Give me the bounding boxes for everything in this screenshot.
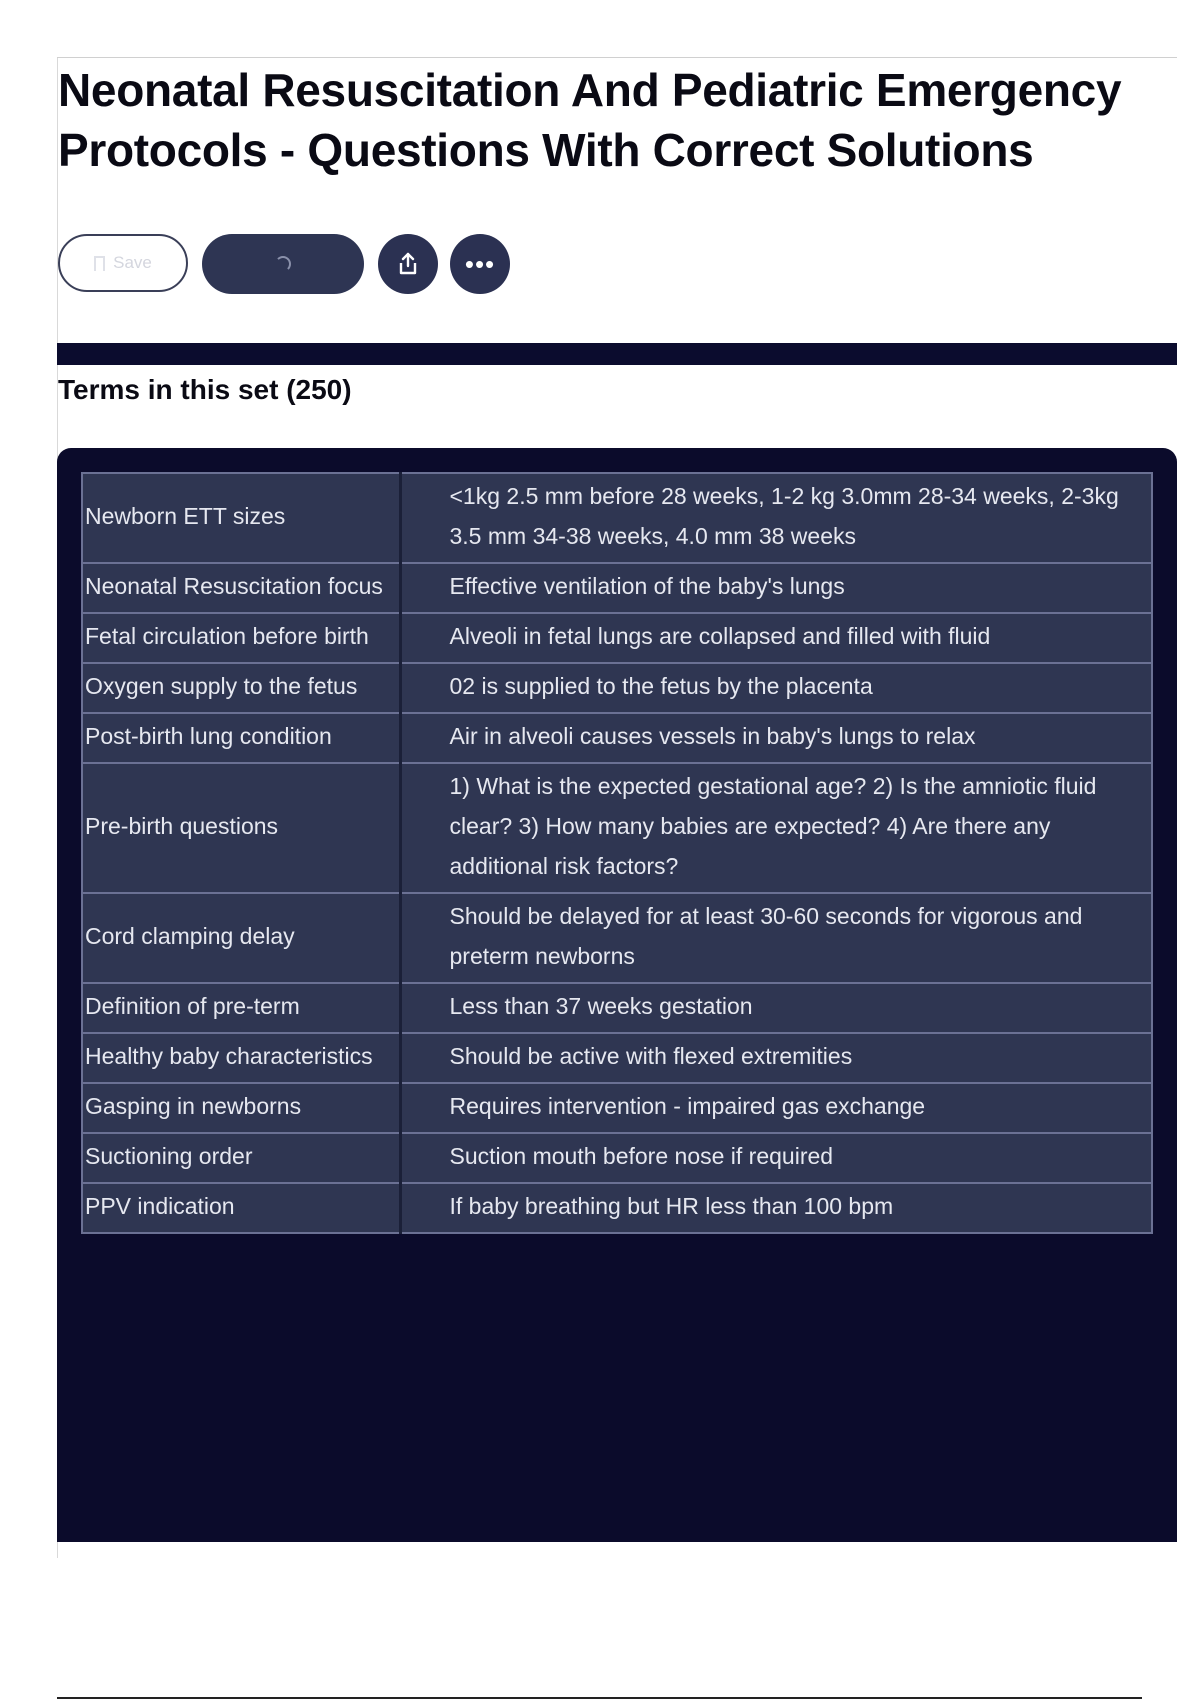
term-row[interactable] [82, 1133, 1152, 1183]
term-row[interactable] [82, 663, 1152, 713]
definition-text: <1kg 2.5 mm before 28 weeks, 1-2 kg 3.0mm 28-34 weeks, 2-3kg 3.5 mm 34-38 weeks, 4.0 mm 38 weeks [449, 483, 1119, 549]
term-text: Oxygen supply to the fetus [82, 663, 400, 713]
definition-text: Should be delayed for at least 30-60 seconds for vigorous and preterm newborns [449, 903, 1083, 969]
more-button[interactable] [450, 234, 510, 294]
bookmark-icon [94, 256, 105, 271]
definition-text: Effective ventilation of the baby's lungs [449, 573, 845, 599]
more-icon: ••• [464, 249, 496, 279]
term-text: Cord clamping delay [82, 893, 400, 983]
definition-text: Suction mouth before nose if required [449, 1143, 834, 1169]
term-text: PPV indication [82, 1183, 400, 1233]
term-text: Suctioning order [82, 1133, 400, 1183]
term-row[interactable] [82, 893, 1152, 983]
term-text: Pre-birth questions [82, 763, 400, 893]
term-text: Newborn ETT sizes [82, 473, 400, 563]
definition-text: 02 is supplied to the fetus by the placenta [449, 673, 873, 699]
term-row[interactable] [82, 1183, 1152, 1233]
definition-text: Air in alveoli causes vessels in baby's lungs to relax [449, 723, 976, 749]
definition-text: 1) What is the expected gestational age? 2) Is the amniotic fluid clear? 3) How many babies are expected? 4) Are there any additional risk factors? [449, 773, 1097, 879]
page-title: Neonatal Resuscitation And Pediatric Emergency Protocols - Questions With Correct Solutions [58, 64, 1122, 176]
share-icon [395, 251, 421, 277]
term-row[interactable] [82, 713, 1152, 763]
term-row[interactable] [82, 473, 1152, 563]
share-button[interactable] [378, 234, 438, 294]
definition-text: Alveoli in fetal lungs are collapsed and filled with fluid [449, 623, 991, 649]
term-row[interactable] [82, 1083, 1152, 1133]
term-row[interactable] [82, 763, 1152, 893]
term-text: Post-birth lung condition [82, 713, 400, 763]
term-row[interactable] [82, 613, 1152, 663]
terms-table [81, 472, 1153, 1234]
definition-text: Less than 37 weeks gestation [449, 993, 753, 1019]
loading-button[interactable] [202, 234, 364, 294]
term-row[interactable] [82, 563, 1152, 613]
definition-text: Should be active with flexed extremities [449, 1043, 853, 1069]
save-button[interactable] [58, 234, 188, 292]
save-label: Save [113, 253, 152, 272]
term-text: Gasping in newborns [82, 1083, 400, 1133]
bottom-divider [57, 1697, 1142, 1699]
term-text: Definition of pre-term [82, 983, 400, 1033]
terms-heading: Terms in this set (250) [58, 374, 352, 405]
term-row[interactable] [82, 983, 1152, 1033]
section-divider-bar [57, 343, 1177, 365]
definition-text: Requires intervention - impaired gas exchange [449, 1093, 926, 1119]
spinner-icon [275, 256, 291, 272]
term-text: Neonatal Resuscitation focus [82, 563, 400, 613]
term-text: Fetal circulation before birth [82, 613, 400, 663]
term-text: Healthy baby characteristics [82, 1033, 400, 1083]
terms-panel [57, 448, 1177, 1542]
term-row[interactable] [82, 1033, 1152, 1083]
definition-text: If baby breathing but HR less than 100 bpm [449, 1193, 894, 1219]
